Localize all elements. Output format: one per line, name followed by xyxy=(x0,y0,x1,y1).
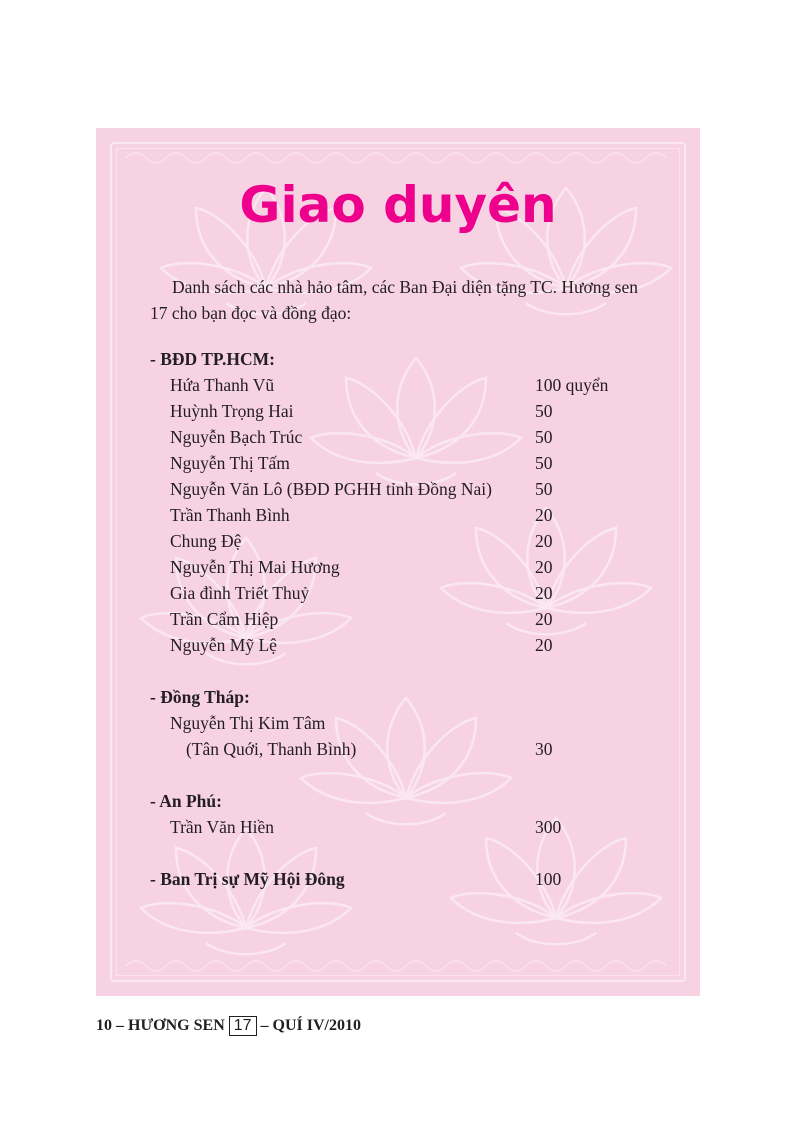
donor-name: Nguyễn Thị Kim Tâm xyxy=(170,713,326,733)
donor-name: Nguyễn Thị Tấm xyxy=(170,453,290,473)
footer-page: 10 – HƯƠNG SEN xyxy=(96,1017,225,1034)
donor-quantity: 300 xyxy=(535,817,562,837)
donor-quantity: 100 xyxy=(535,869,562,889)
donor-name: Nguyễn Bạch Trúc xyxy=(170,427,303,447)
section-heading: - Đồng Tháp: xyxy=(150,687,250,707)
donor-quantity: 100 quyển xyxy=(535,375,609,395)
donor-subname: (Tân Quới, Thanh Bình) xyxy=(186,739,357,759)
donor-quantity: 20 xyxy=(535,531,553,551)
content-panel xyxy=(96,128,700,996)
donor-quantity: 20 xyxy=(535,635,553,655)
donor-name: Nguyễn Văn Lô (BĐD PGHH tỉnh Đồng Nai) xyxy=(170,479,492,499)
donor-quantity: 20 xyxy=(535,609,553,629)
donor-name: Chung Đệ xyxy=(170,531,242,551)
donor-quantity: 50 xyxy=(535,427,553,447)
donor-name: Hứa Thanh Vũ xyxy=(170,375,275,395)
donor-name: Huỳnh Trọng Hai xyxy=(170,401,294,421)
footer-period: – QUÍ IV/2010 xyxy=(260,1017,361,1034)
donor-quantity: 20 xyxy=(535,583,553,603)
donor-quantity: 20 xyxy=(535,505,553,525)
donor-quantity: 50 xyxy=(535,479,553,499)
page-footer xyxy=(96,1016,361,1036)
donor-name: Gia đình Triết Thuỷ xyxy=(170,583,310,603)
donor-name: Nguyễn Mỹ Lệ xyxy=(170,635,277,655)
section-heading: - BĐD TP.HCM: xyxy=(150,349,275,369)
donor-name: Trần Thanh Bình xyxy=(170,505,290,525)
donor-quantity: 50 xyxy=(535,453,553,473)
donor-name: Trần Văn Hiền xyxy=(170,817,275,837)
donor-quantity: 30 xyxy=(535,739,553,759)
donor-name: Trần Cẩm Hiệp xyxy=(170,609,279,629)
intro-paragraph: Danh sách các nhà hảo tâm, các Ban Đại diện tặng TC. Hương sen 17 cho bạn đọc và đồng đạo: xyxy=(150,277,638,323)
section-heading: - Ban Trị sự Mỹ Hội Đông xyxy=(150,869,345,889)
page-title: Giao duyên xyxy=(239,176,557,234)
section-heading: - An Phú: xyxy=(150,791,222,811)
donor-quantity: 50 xyxy=(535,401,553,421)
donor-name: Nguyễn Thị Mai Hương xyxy=(170,557,340,577)
issue-number-badge: 17 xyxy=(229,1016,257,1036)
donor-quantity: 20 xyxy=(535,557,553,577)
